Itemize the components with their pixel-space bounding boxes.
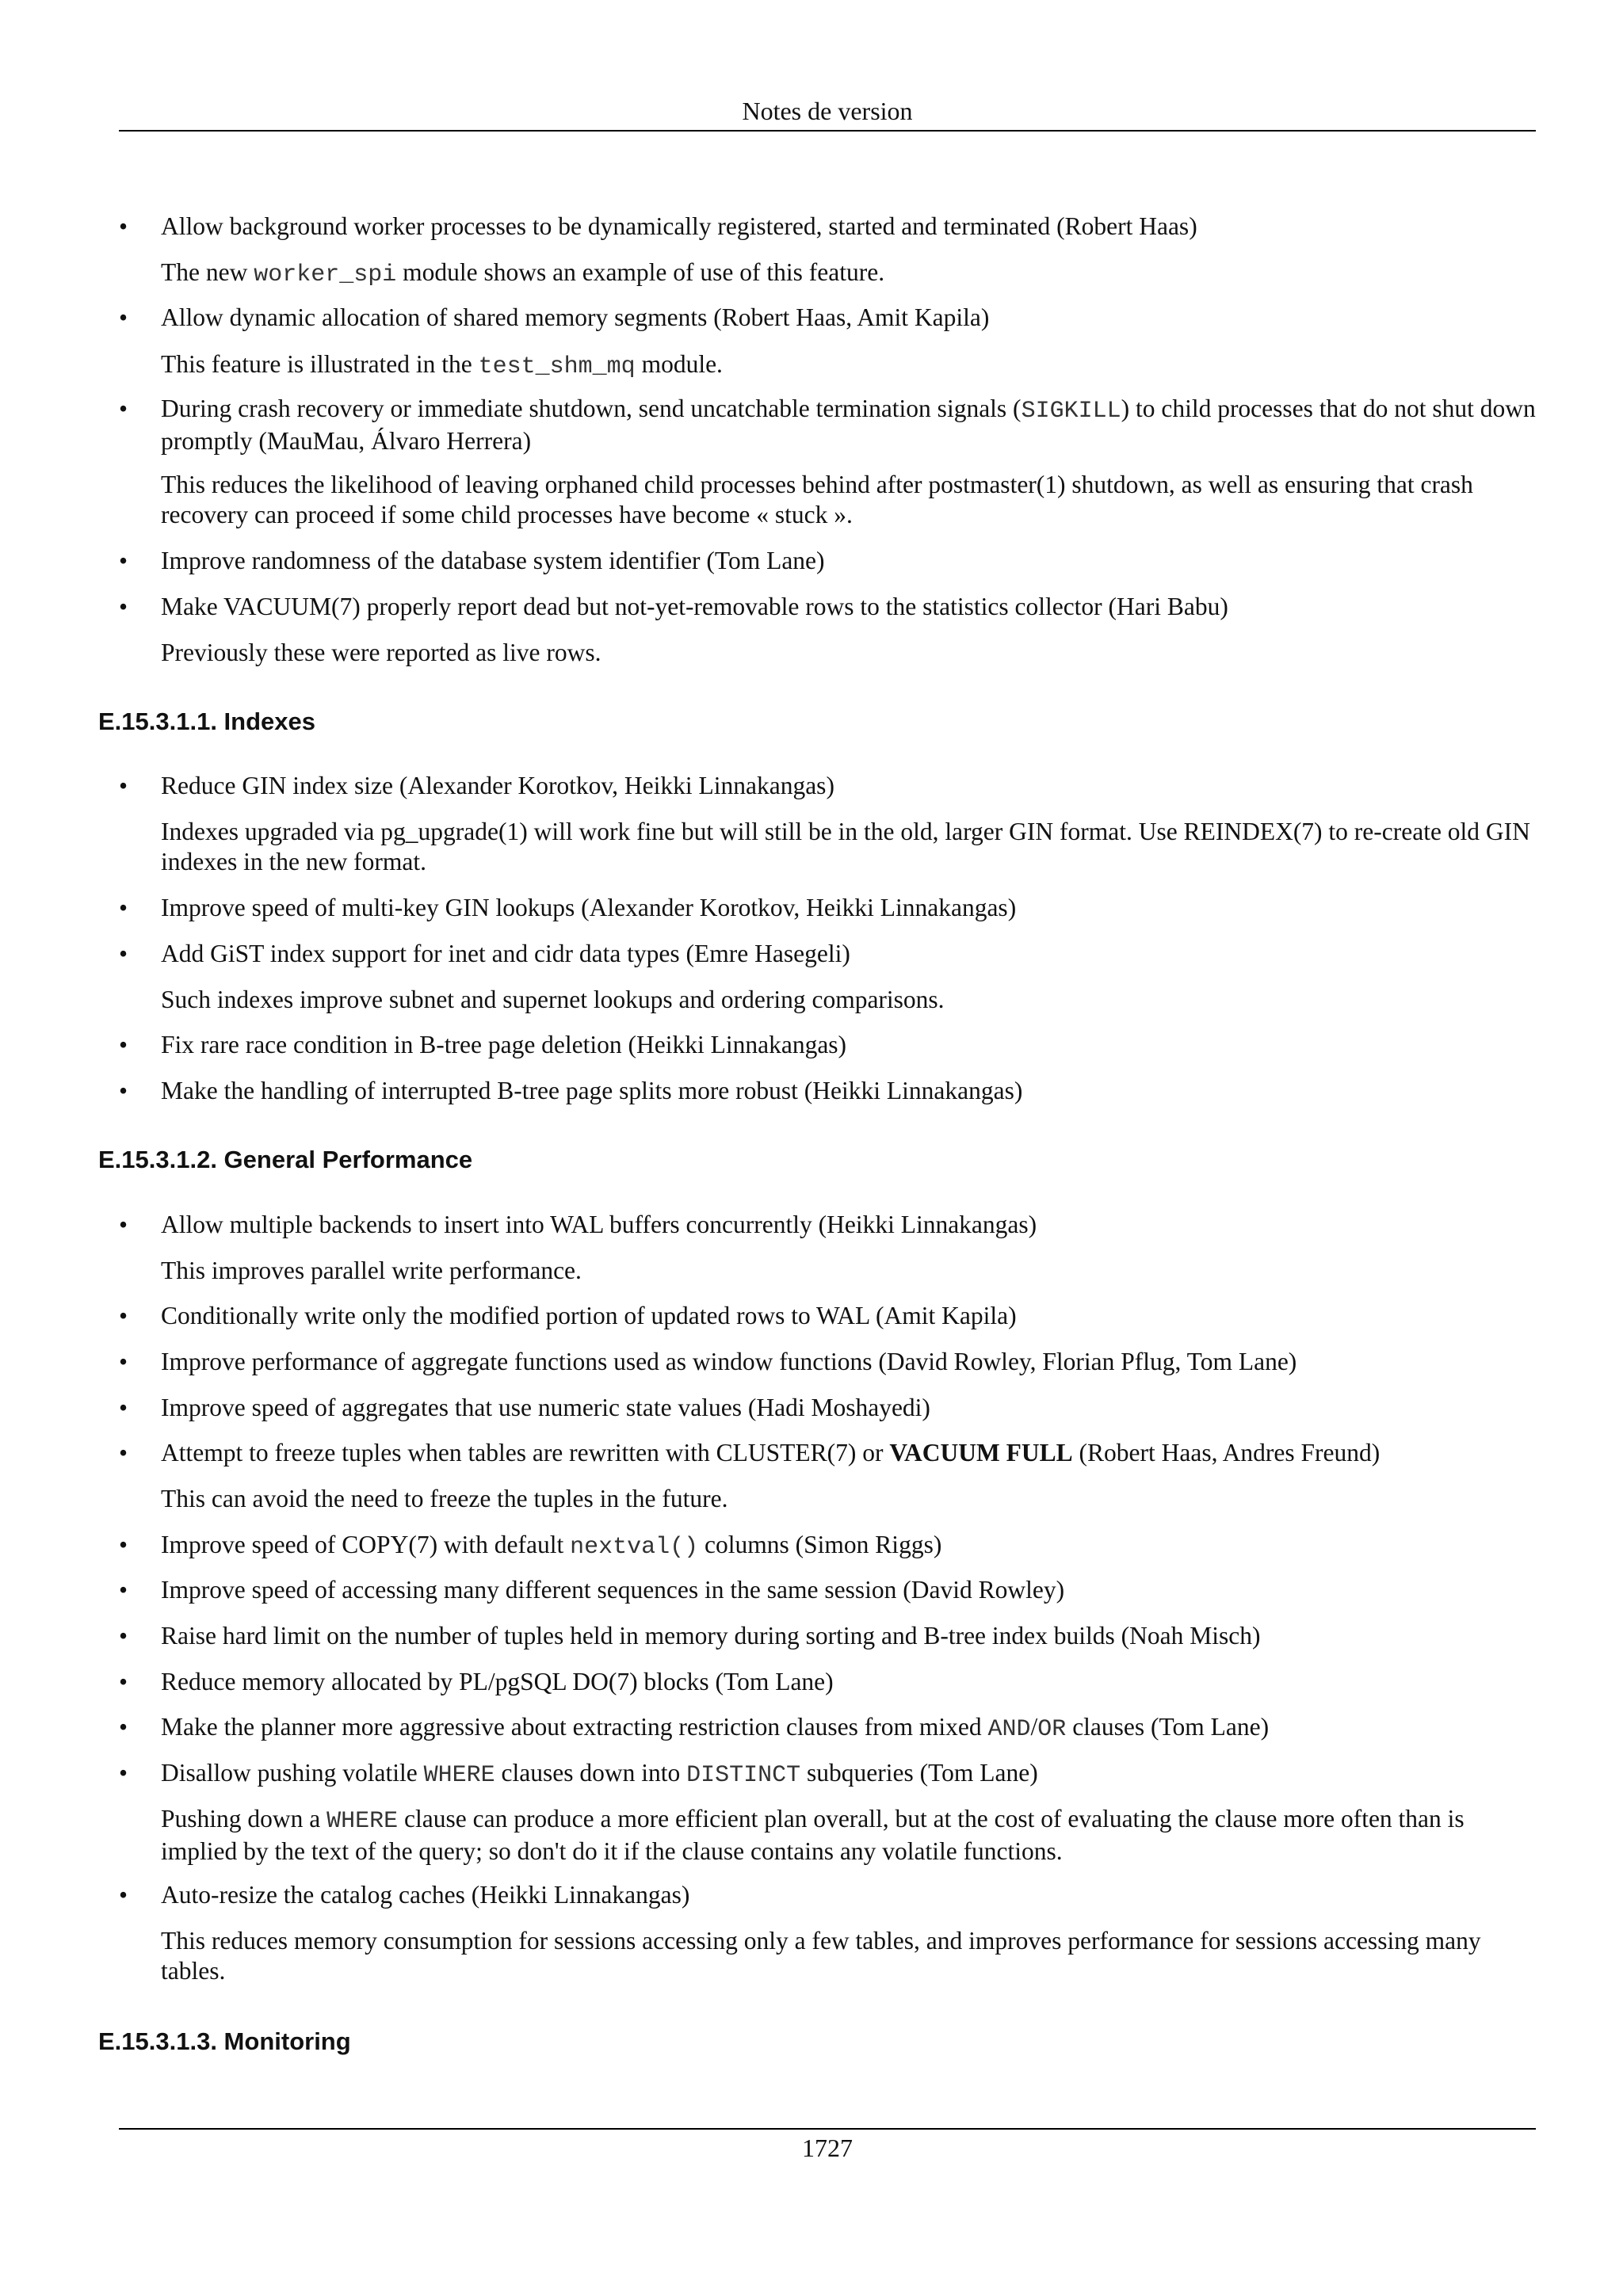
note-text: Pushing down a [161, 1805, 327, 1833]
bullet: • [119, 940, 128, 967]
item-note [161, 1804, 1536, 1867]
item-text-part: Make the planner more aggressive about extracting restriction clauses from mixed [161, 1713, 988, 1741]
section-heading-monitoring: E.15.3.1.3. Monitoring [98, 2027, 351, 2055]
item-text: Improve speed of multi-key GIN lookups (Alexander Korotkov, Heikki Linnakangas) [161, 894, 1017, 921]
item-text: Raise hard limit on the number of tuples held in memory during sorting and B-tree index builds (Noah Misch) [161, 1622, 1261, 1650]
bullet: • [119, 1759, 128, 1787]
item-text: Improve speed of aggregates that use numeric state values (Hadi Moshayedi) [161, 1394, 930, 1421]
inline-code: WHERE [327, 1808, 399, 1835]
item-text: Improve performance of aggregate functions used as window functions (David Rowley, Florian Pflug, Tom Lane) [161, 1348, 1297, 1375]
inline-code: worker_spi [254, 261, 397, 288]
bullet: • [119, 1713, 128, 1741]
note-text: This feature is illustrated in the [161, 350, 479, 378]
inline-code: nextval() [570, 1534, 699, 1561]
bullet: • [119, 303, 128, 331]
item-text: Reduce GIN index size (Alexander Korotkov, Heikki Linnakangas) [161, 772, 834, 799]
bullet: • [119, 1622, 128, 1650]
item-text-part: clauses down into [495, 1759, 687, 1787]
item-text: Allow background worker processes to be dynamically registered, started and terminated (Robert Haas) [161, 212, 1197, 240]
inline-code: WHERE [423, 1762, 495, 1789]
item-text: Improve speed of accessing many different sequences in the same session (David Rowley) [161, 1576, 1065, 1604]
page-header [119, 93, 1536, 132]
item-text-part: columns (Simon Riggs) [698, 1531, 942, 1558]
item-text-part: Improve speed of COPY(7) with default [161, 1531, 571, 1558]
note-text: module. [635, 350, 723, 378]
item-text-part: (Robert Haas, Andres Freund) [1072, 1439, 1381, 1466]
bullet: • [119, 1668, 128, 1695]
item-text: Allow dynamic allocation of shared memory segments (Robert Haas, Amit Kapila) [161, 303, 990, 331]
bullet: • [119, 1077, 128, 1104]
bullet: • [119, 1302, 128, 1329]
item-text [161, 1758, 1536, 1791]
item-note [161, 257, 1536, 290]
item-note: Previously these were reported as live rows. [161, 639, 601, 666]
item-text [161, 394, 1536, 456]
bullet: • [119, 1576, 128, 1604]
bullet: • [119, 212, 128, 240]
item-note: Such indexes improve subnet and supernet lookups and ordering comparisons. [161, 986, 945, 1013]
inline-code: test_shm_mq [478, 353, 636, 380]
item-note: This reduces the likelihood of leaving orphaned child processes behind after postmaster(1) shutdown, as well as ensuring that crash recovery can proceed if some child processes have become « stuck ». [161, 471, 1473, 528]
bullet: • [119, 1031, 128, 1058]
item-text-part: clauses (Tom Lane) [1066, 1713, 1270, 1741]
bullet: • [119, 1211, 128, 1238]
inline-code: SIGKILL [1021, 398, 1121, 425]
section-heading-indexes: E.15.3.1.1. Indexes [98, 707, 316, 735]
note-text: module shows an example of use of this feature. [396, 258, 885, 286]
page-number: 1727 [802, 2134, 853, 2162]
note-text: clause can produce a more efficient plan overall, but at the cost of evaluating the clause more often than is implied by the text of the query; so don't do it if the clause contains any volatile functions. [161, 1805, 1465, 1865]
item-text: Allow multiple backends to insert into WAL buffers concurrently (Heikki Linnakangas) [161, 1211, 1037, 1238]
bullet: • [119, 593, 128, 620]
item-text-part: Disallow pushing volatile [161, 1759, 424, 1787]
item-text: Reduce memory allocated by PL/pgSQL DO(7) blocks (Tom Lane) [161, 1668, 834, 1695]
bullet: • [119, 1439, 128, 1466]
header-title: Notes de version [742, 97, 913, 125]
item-note [161, 349, 1536, 382]
item-text-part: subqueries (Tom Lane) [800, 1759, 1038, 1787]
item-text [161, 1438, 1536, 1468]
item-text-part: During crash recovery or immediate shutdown, send uncatchable termination signals ( [161, 395, 1022, 422]
page-footer [119, 2128, 1536, 2164]
inline-code: OR [1037, 1716, 1067, 1743]
item-text [161, 1712, 1536, 1745]
bullet: • [119, 772, 128, 799]
item-note: Indexes upgraded via pg_upgrade(1) will work fine but will still be in the old, larger GIN format. Use REINDEX(7) to re-create old GIN indexes in the new format. [161, 818, 1530, 875]
bullet: • [119, 1531, 128, 1558]
bullet: • [119, 547, 128, 574]
item-text-part: / [1030, 1713, 1038, 1741]
section-heading-general-performance: E.15.3.1.2. General Performance [98, 1146, 473, 1173]
item-text: Fix rare race condition in B-tree page deletion (Heikki Linnakangas) [161, 1031, 847, 1058]
bold-command: VACUUM FULL [889, 1439, 1073, 1466]
bullet: • [119, 894, 128, 921]
item-text [161, 1530, 1536, 1562]
item-note: This improves parallel write performance. [161, 1257, 582, 1284]
note-text: The new [161, 258, 254, 286]
item-note: This can avoid the need to freeze the tuples in the future. [161, 1485, 728, 1512]
inline-code: AND [987, 1716, 1031, 1743]
bullet: • [119, 1881, 128, 1909]
inline-code: DISTINCT [686, 1762, 801, 1789]
item-text: Conditionally write only the modified portion of updated rows to WAL (Amit Kapila) [161, 1302, 1017, 1329]
item-text: Make the handling of interrupted B-tree page splits more robust (Heikki Linnakangas) [161, 1077, 1023, 1104]
item-text: Auto-resize the catalog caches (Heikki Linnakangas) [161, 1881, 690, 1909]
item-text-part: Attempt to freeze tuples when tables are rewritten with CLUSTER(7) or [161, 1439, 890, 1466]
bullet: • [119, 1394, 128, 1421]
bullet: • [119, 1348, 128, 1375]
item-text: Add GiST index support for inet and cidr data types (Emre Hasegeli) [161, 940, 850, 967]
item-text: Improve randomness of the database system identifier (Tom Lane) [161, 547, 825, 574]
item-note: This reduces memory consumption for sessions accessing only a few tables, and improves performance for sessions accessing many tables. [161, 1927, 1481, 1985]
item-text: Make VACUUM(7) properly report dead but not-yet-removable rows to the statistics collector (Hari Babu) [161, 593, 1228, 620]
item-text-part: ) to child processes that do not shut down promptly (MauMau, Álvaro Herrera) [161, 395, 1536, 455]
bullet: • [119, 395, 128, 422]
